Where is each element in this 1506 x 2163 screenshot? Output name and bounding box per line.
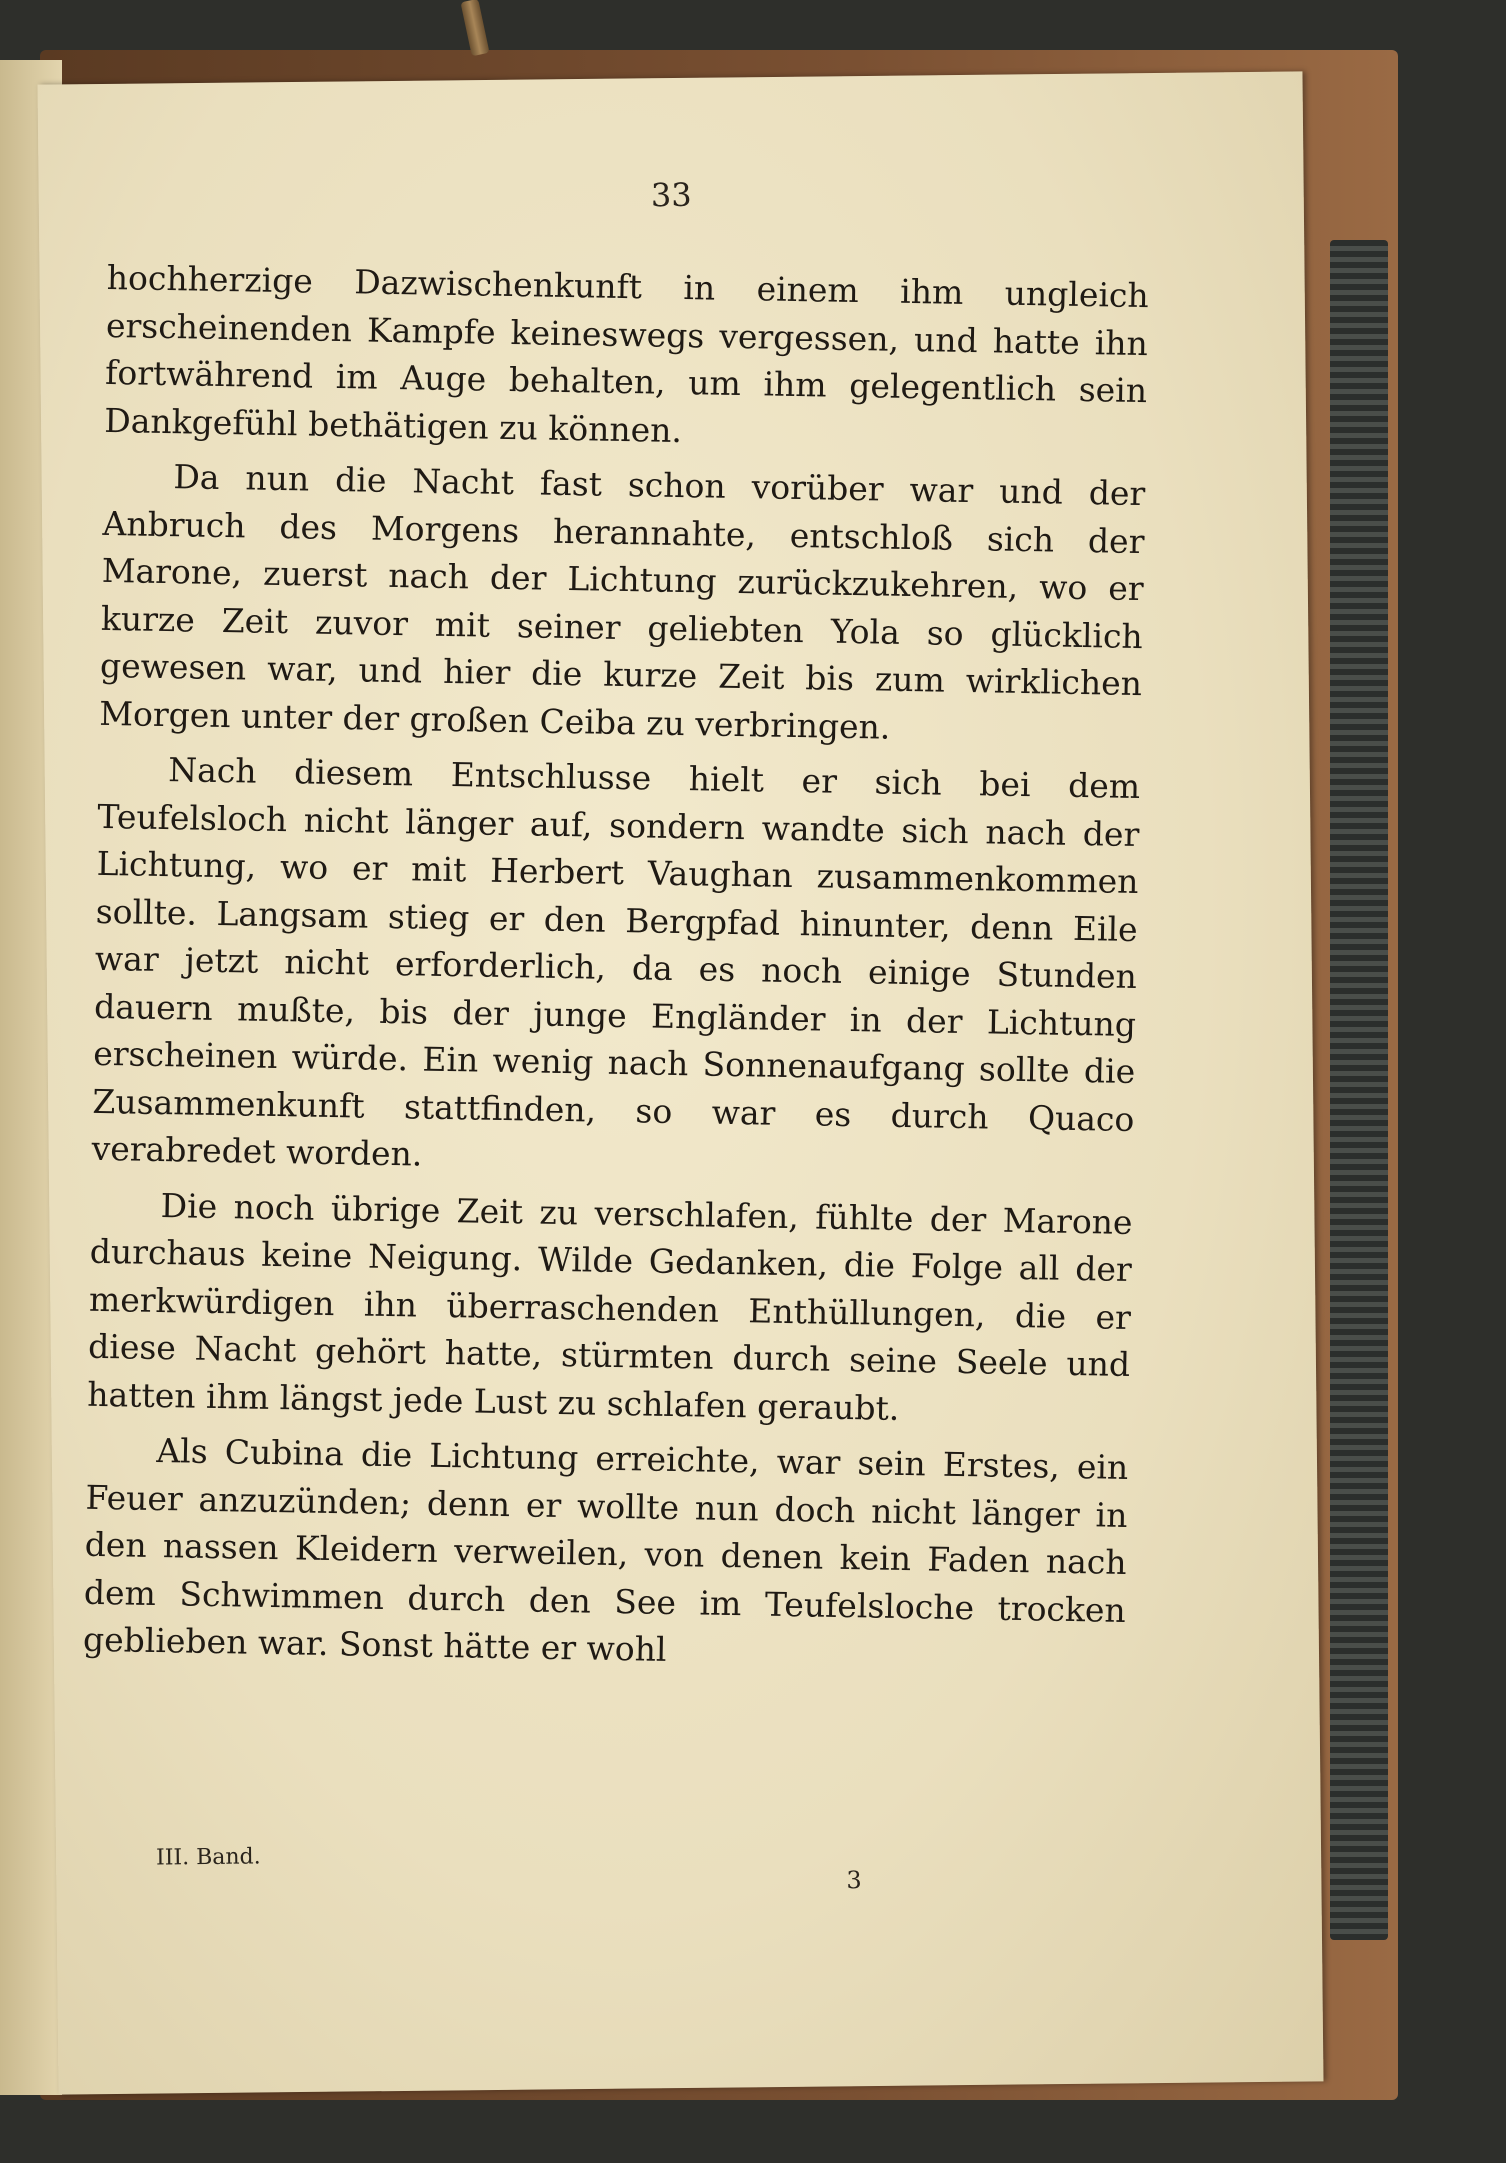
book-page <box>38 71 1324 2094</box>
bookmark-string <box>460 0 489 56</box>
page-edge-stripes <box>1330 240 1388 1940</box>
volume-signature: III. Band. <box>155 1844 261 1871</box>
sheet-signature: 3 <box>846 1866 862 1895</box>
page-number: 33 <box>650 175 692 215</box>
paragraph-3: Nach diesem Entschlusse hielt er sich bei dem Teufelsloch nicht länger auf, sondern wandte sich nach der Lichtung, wo er mit Herbert Vaughan zusammenkommen sollte. Langsam stieg er den Bergpfad hinunter, denn Eile war jetzt nicht erforderlich, da es noch einige Stunden dauern mußte, bis der junge Engländer in der Lichtung erscheinen würde. Ein wenig nach Sonnenaufgang sollte die Zusammenkunft stattfinden, so war es durch Quaco verabredet worden. <box>91 750 1141 1174</box>
paragraph-1: hochherzige Dazwischenkunft in einem ihm ungleich erscheinenden Kampfe keineswegs vergessen, und hatte ihn fortwährend im Auge behalten, um ihm gelegentlich sein Dankgefühl bethätigen zu können. <box>104 257 1150 450</box>
page-body <box>83 254 1150 1689</box>
paragraph-5: Als Cubina die Lichtung erreichte, war sein Erstes, ein Feuer anzuzünden; denn er wollte nun doch nicht länger in den nassen Kleidern verweilen, von denen kein Faden nach dem Schwimmen durch den See im Teufelsloche trocken geblieben war. Sonst hätte er wohl <box>82 1430 1129 1669</box>
paragraph-2: Da nun die Nacht fast schon vorüber war und der Anbruch des Morgens herannahte, entschloß sich der Marone, zuerst nach der Lichtung zurückzukehren, wo er kurze Zeit zuvor mit seiner geliebten Yola so glücklich gewesen war, und hier die kurze Zeit bis zum wirklichen Morgen unter der großen Ceiba zu verbringen. <box>98 457 1146 747</box>
paragraph-4: Die noch übrige Zeit zu verschlafen, fühlte der Marone durchaus keine Neigung. Wilde Gedanken, die Folge all der merkwürdigen ihn überraschenden Enthüllungen, die er diese Nacht gehört hatte, stürmten durch seine Seele und hatten ihm längst jede Lust zu schlafen geraubt. <box>87 1185 1133 1428</box>
